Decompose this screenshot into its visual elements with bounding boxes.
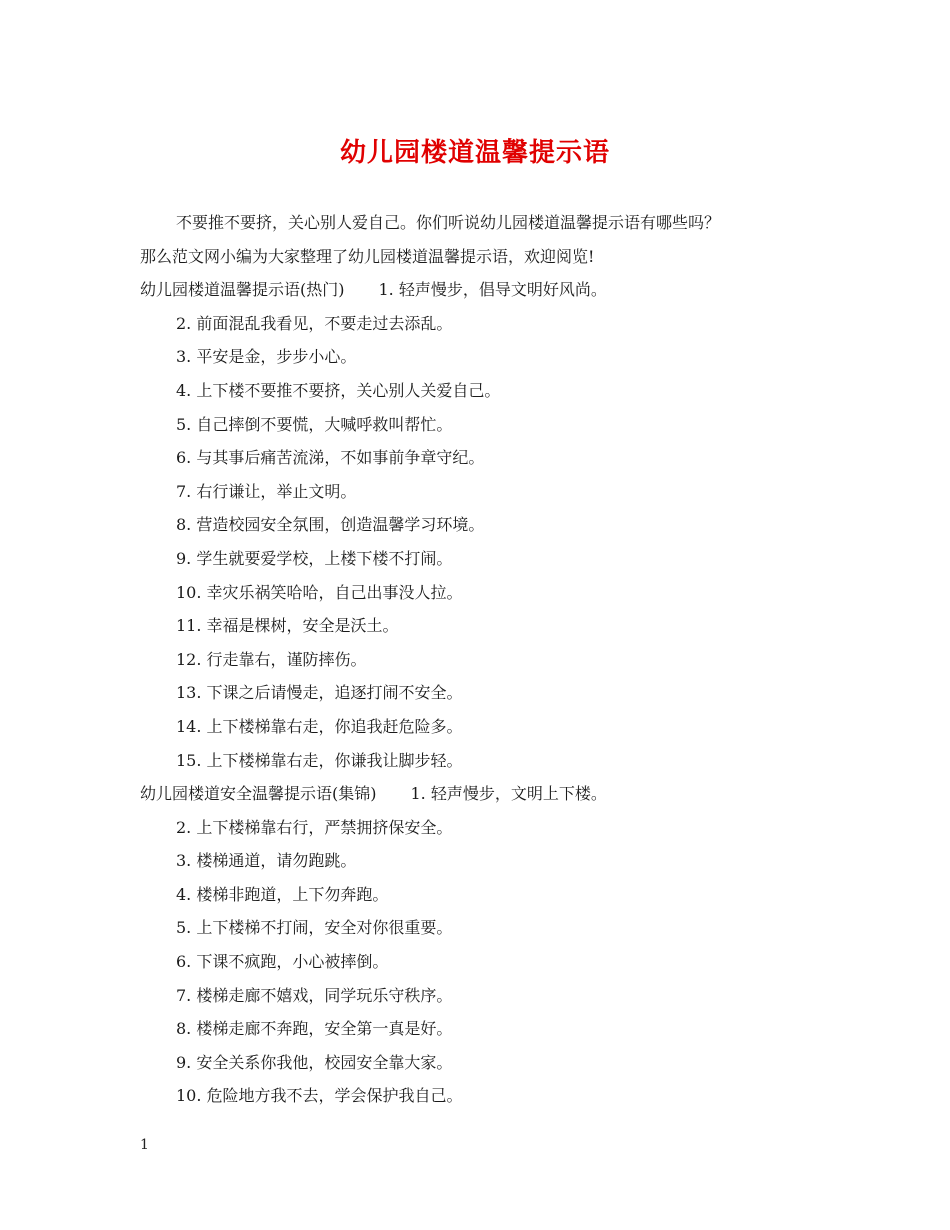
list-item: 3. 楼梯通道，请勿跑跳。 xyxy=(176,851,357,871)
list-item: 6. 与其事后痛苦流涕，不如事前争章守纪。 xyxy=(176,448,485,468)
list-item: 10. 幸灾乐祸笑哈哈，自己出事没人拉。 xyxy=(176,582,463,602)
list-item: 2. 前面混乱我看见，不要走过去添乱。 xyxy=(176,313,453,333)
intro-line-2: 那么范文网小编为大家整理了幼儿园楼道温馨提示语，欢迎阅览! xyxy=(140,246,595,266)
section2-first-item: 1. 轻声慢步，文明上下楼。 xyxy=(410,784,607,804)
document-title: 幼儿园楼道温馨提示语 xyxy=(339,138,610,168)
list-item: 4. 楼梯非跑道，上下勿奔跑。 xyxy=(176,884,389,904)
section1-first-item: 1. 轻声慢步，倡导文明好风尚。 xyxy=(378,280,607,300)
list-item: 11. 幸福是棵树，安全是沃土。 xyxy=(176,616,399,636)
intro-line-1: 不要推不要挤，关心别人爱自己。你们听说幼儿园楼道温馨提示语有哪些吗？ xyxy=(176,213,721,232)
list-item: 9. 学生就要爱学校，上楼下楼不打闹。 xyxy=(176,548,453,568)
list-item: 7. 右行谦让，举止文明。 xyxy=(176,481,357,501)
page-number: 1 xyxy=(140,1137,149,1153)
document-body xyxy=(140,206,830,1113)
list-item: 2. 上下楼梯靠右行，严禁拥挤保安全。 xyxy=(176,817,453,837)
list-item: 7. 楼梯走廊不嬉戏，同学玩乐守秩序。 xyxy=(176,985,453,1005)
list-item: 12. 行走靠右，谨防摔伤。 xyxy=(176,649,367,669)
list-item: 8. 营造校园安全氛围，创造温馨学习环境。 xyxy=(176,515,485,535)
list-item: 9. 安全关系你我他，校园安全靠大家。 xyxy=(176,1052,453,1072)
list-item: 5. 自己摔倒不要慌，大喊呼救叫帮忙。 xyxy=(176,414,453,434)
section1-heading: 幼儿园楼道温馨提示语(热门) xyxy=(140,280,345,300)
list-item: 15. 上下楼梯靠右走，你谦我让脚步轻。 xyxy=(176,750,463,770)
list-item: 14. 上下楼梯靠右走，你追我赶危险多。 xyxy=(176,716,463,736)
list-item: 4. 上下楼不要推不要挤，关心别人关爱自己。 xyxy=(176,380,501,400)
section2-list xyxy=(140,811,830,1113)
list-item: 3. 平安是金，步步小心。 xyxy=(176,347,357,367)
section1-list xyxy=(140,307,830,777)
list-item: 5. 上下楼梯不打闹，安全对你很重要。 xyxy=(176,918,453,938)
list-item: 6. 下课不疯跑，小心被摔倒。 xyxy=(176,952,389,972)
list-item: 10. 危险地方我不去，学会保护我自己。 xyxy=(176,1086,463,1106)
section2-heading: 幼儿园楼道安全温馨提示语(集锦) xyxy=(140,784,377,804)
section1-heading-line xyxy=(140,273,830,307)
section2-heading-line xyxy=(140,777,830,811)
list-item: 13. 下课之后请慢走，追逐打闹不安全。 xyxy=(176,683,463,703)
list-item: 8. 楼梯走廊不奔跑，安全第一真是好。 xyxy=(176,1019,453,1039)
